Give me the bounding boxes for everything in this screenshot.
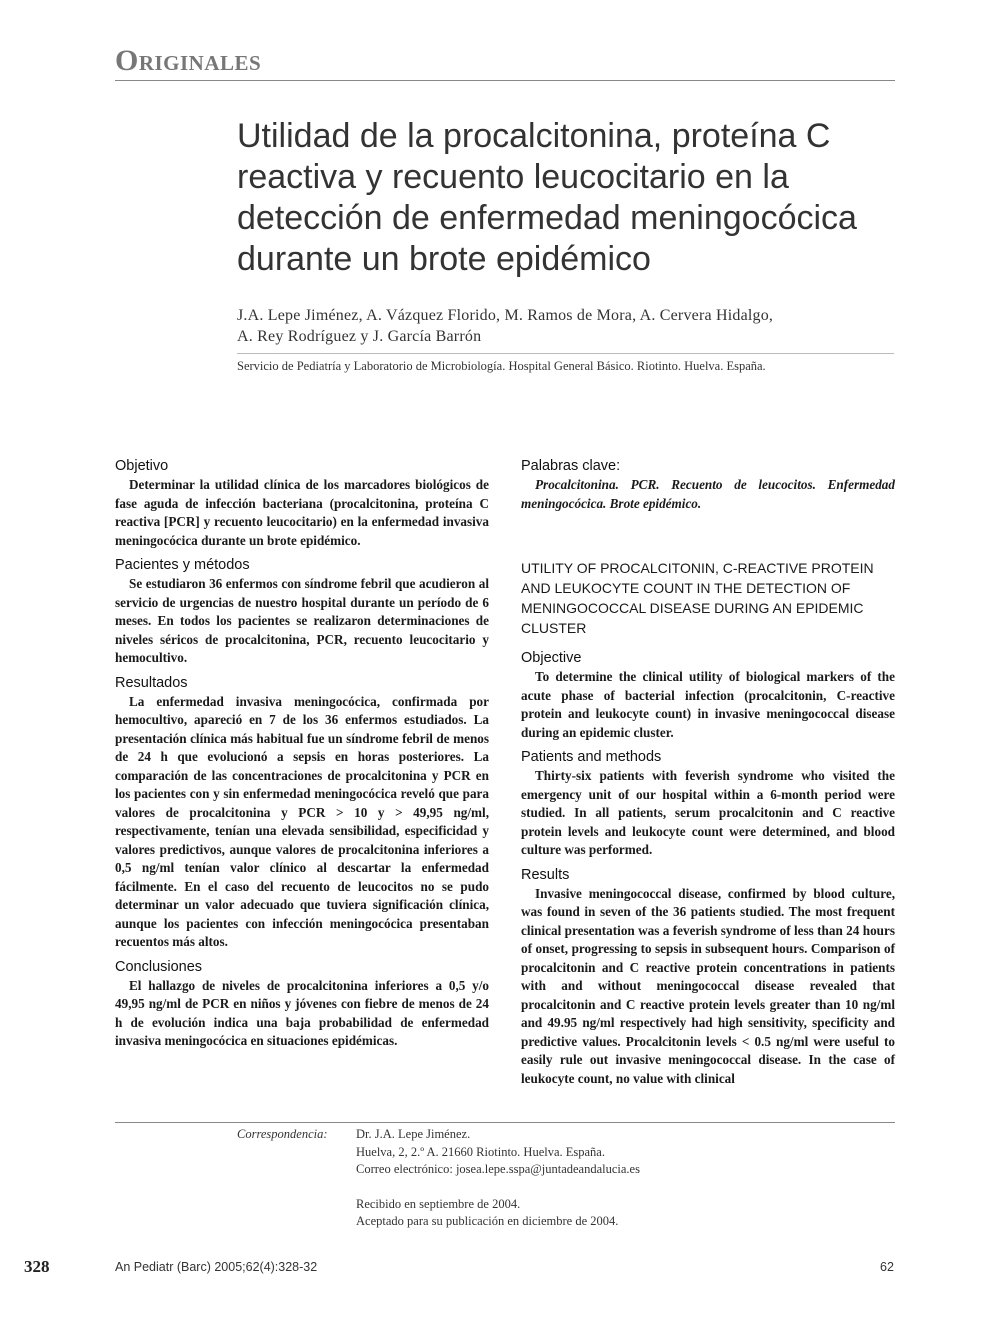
english-title: UTILITY OF PROCALCITONIN, C-REACTIVE PROTEIN AND LEUKOCYTE COUNT IN THE DETECTION OF MENINGOCOCCAL DISEASE DURING AN EPIDEMIC CLUSTER xyxy=(521,560,874,636)
journal-citation: An Pediatr (Barc) 2005;62(4):328-32 xyxy=(115,1260,318,1274)
heading-results: Results xyxy=(521,866,570,883)
author-line: A. Rey Rodríguez y J. García Barrón xyxy=(237,328,482,345)
correspondence-block xyxy=(356,1126,640,1231)
pacientes-text: Se estudiaron 36 enfermos con síndrome febril que acudieron al servicio de urgencias de nuestro hospital durante un período de 6 meses. En todos los pacientes se realizaron determinaciones de niveles séricos de procalcitonina, PCR, recuento leucocitario y hemocultivo. xyxy=(115,576,489,665)
correspondence-email[interactable]: Correo electrónico: josea.lepe.sspa@juntadeandalucia.es xyxy=(356,1162,640,1176)
heading-conclusiones: Conclusiones xyxy=(115,958,203,975)
heading-objetivo: Objetivo xyxy=(115,458,169,474)
bottom-divider xyxy=(115,1122,895,1123)
affiliation: Servicio de Pediatría y Laboratorio de Microbiología. Hospital General Básico. Riotinto. Huelva. España. xyxy=(237,359,766,373)
accepted-date: Aceptado para su publicación en diciembre de 2004. xyxy=(356,1214,619,1228)
author-line: J.A. Lepe Jiménez, A. Vázquez Florido, M. Ramos de Mora, A. Cervera Hidalgo, xyxy=(237,307,774,324)
abstract-english xyxy=(521,456,895,1093)
heading-objective: Objective xyxy=(521,650,582,666)
spacer xyxy=(356,1179,640,1196)
received-date: Recibido en septiembre de 2004. xyxy=(356,1196,521,1211)
correspondence-label: Correspondencia: xyxy=(237,1127,328,1141)
footer-number: 62 xyxy=(880,1260,894,1274)
heading-patients: Patients and methods xyxy=(521,749,662,765)
article-title: Utilidad de la procalcitonina, proteína C reactiva y recuento leucocitario en la detección de enfermedad meningocócica durante un brote epidémico xyxy=(237,117,857,278)
page-number: 328 xyxy=(24,1257,50,1276)
objective-text: To determine the clinical utility of biological markers of the acute phase of bacterial infection (procalcitonin, C-reactive protein and leukocyte count) in invasive meningococcal disease during an epidemic cluster. xyxy=(521,669,895,740)
heading-keywords: Palabras clave: xyxy=(521,458,621,474)
patients-text: Thirty-six patients with feverish syndrome who visited the emergency unit of our hospital within a 6-month period were studied. In all patients, serum procalcitonin and C reactive protein levels and leukocyte count were determined, and blood culture was performed. xyxy=(521,768,895,857)
resultados-text: La enfermedad invasiva meningocócica, confirmada por hemocultivo, apareció en 7 de los 36 enfermos estudiados. La presentación clínica más habitual fue un síndrome febril de menos de 24 h que evolucionó a sepsis en horas posteriores. La comparación de las concentraciones de procalcitonina y PCR en los pacientes con y sin enfermedad meningocócica reveló que para valores de procalcitonina y PCR > 10 y > 49,95 ng/ml, respectivamente, tenían una elevada sensibilidad, especificidad y valores predictivos, aunque valores de procalcitonina inferiores a 0,5 ng/ml tenían valor clínico al descartar la enfermedad fácilmente. En el caso del recuento de leucocitos no se pudo determinar un valor adecuado que tuviera significación clínica, aunque los pacientes con infección meningocócica presentaban recuentos más altos. xyxy=(115,693,489,949)
correspondence-line: Dr. J.A. Lepe Jiménez. xyxy=(356,1127,471,1141)
objetivo-text: Determinar la utilidad clínica de los marcadores biológicos de fase aguda de infección bacteriana (procalcitonina, proteína C reactiva [PCR] y recuento leucocitario) en la enfermedad invasiva meningocócica durante un brote epidémico. xyxy=(115,477,489,548)
abstract-spanish xyxy=(115,456,489,1056)
section-label: Originales xyxy=(115,44,262,77)
results-text: Invasive meningococcal disease, confirmed by blood culture, was found in seven of the 36 patients studied. The most frequent clinical presentation was a feverish syndrome of less than 24 hours of onset, progressing to sepsis in subsequent hours. Comparison of procalcitonin and C reactive protein concentrations in patients with and without meningococcal disease revealed that procalcitonin and C reactive protein levels greater than 10 ng/ml and 49.95 ng/ml respectively had high sensitivity, specificity and predictive values. Procalcitonin levels < 0.5 ng/ml were useful to easily rule out invasive meningococcal disease. In the case of leukocyte count, no value with clinical xyxy=(521,885,895,1086)
keywords-text: Procalcitonina. PCR. Recuento de leucocitos. Enfermedad meningocócica. Brote epidémico. xyxy=(521,477,895,511)
top-divider xyxy=(115,80,895,81)
affiliation-divider xyxy=(237,353,894,354)
heading-resultados: Resultados xyxy=(115,674,188,691)
spacer xyxy=(521,518,895,558)
conclusiones-text: El hallazgo de niveles de procalcitonina inferiores a 0,5 y/o 49,95 ng/ml de PCR en niños y jóvenes con fiebre de menos de 24 h de evolución indica una baja probabilidad de enfermedad invasiva meningocócica en situaciones epidémicas. xyxy=(115,977,489,1048)
heading-pacientes: Pacientes y métodos xyxy=(115,557,250,573)
author-list xyxy=(237,305,877,347)
correspondence-line: Huelva, 2, 2.º A. 21660 Riotinto. Huelva. España. xyxy=(356,1144,605,1159)
